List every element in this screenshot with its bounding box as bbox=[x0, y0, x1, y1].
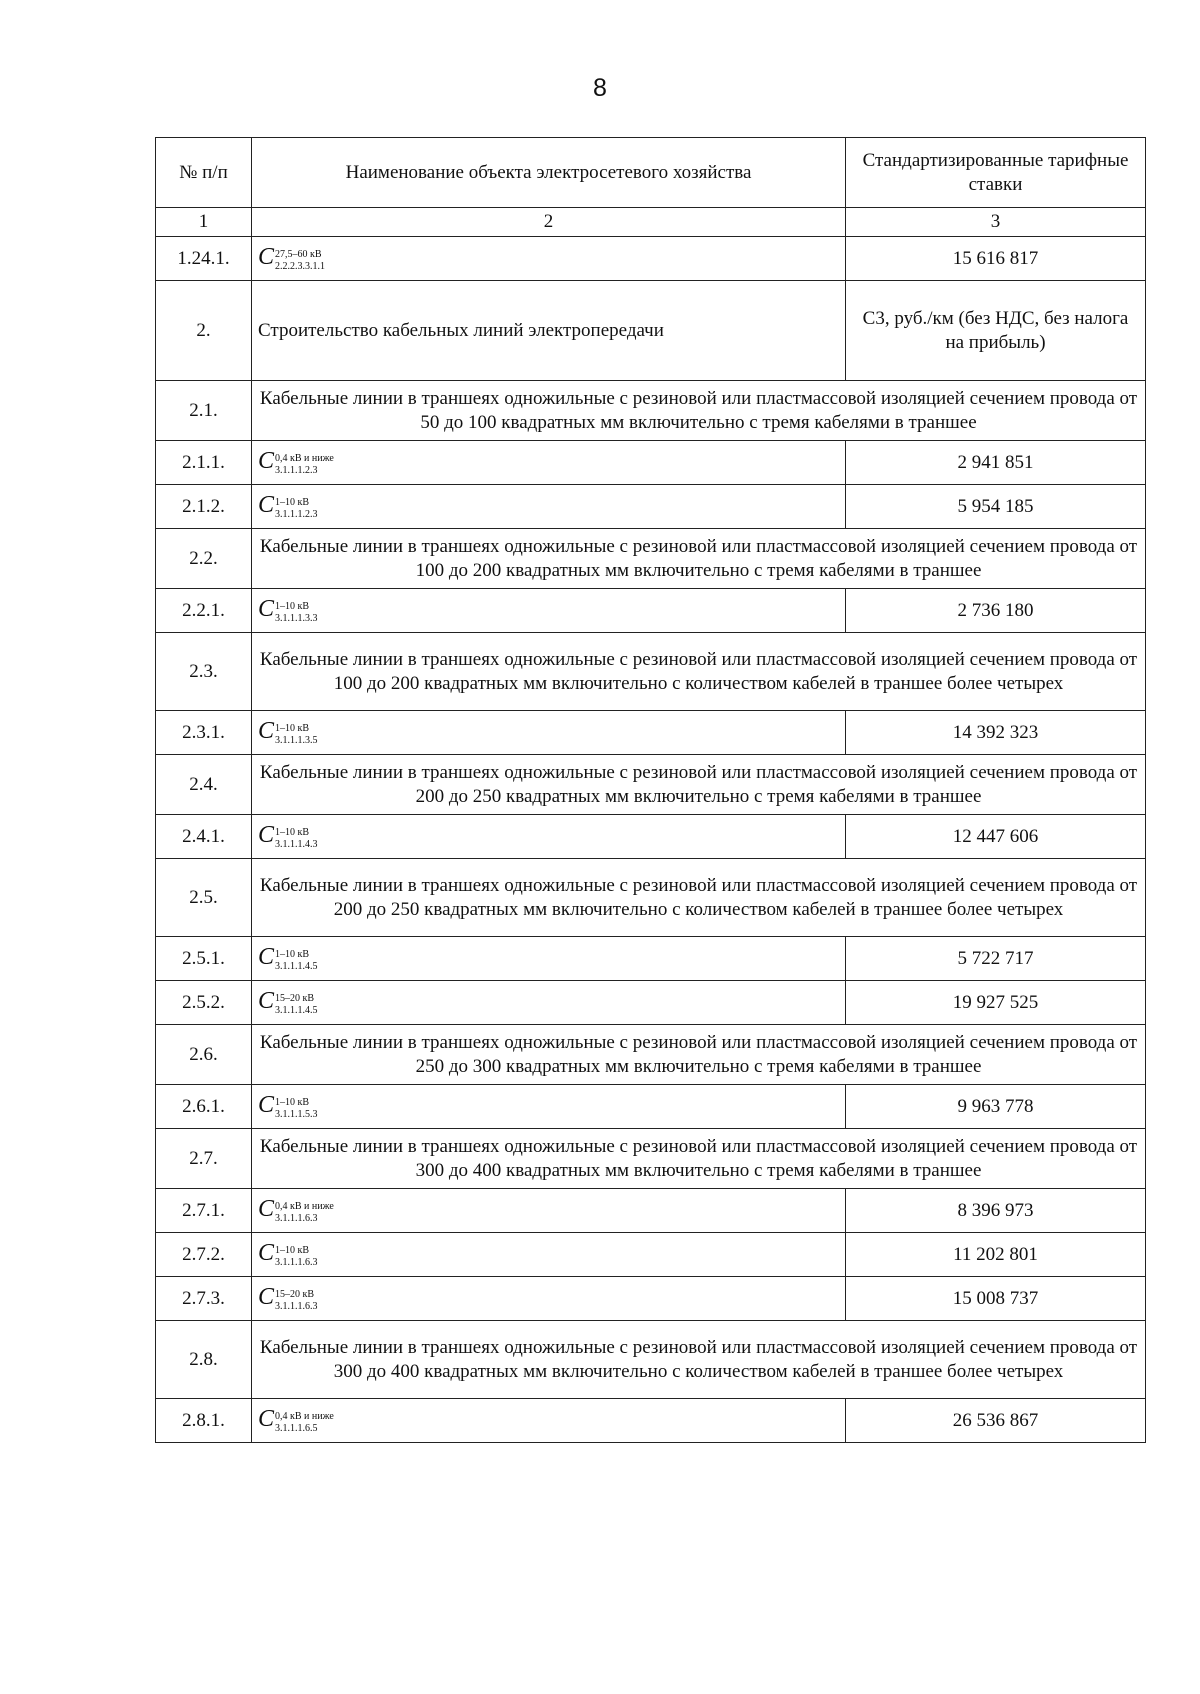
table-row bbox=[156, 755, 1146, 815]
row-number: 2.5.2. bbox=[156, 981, 252, 1025]
section-title: Кабельные линии в траншеях одножильные с резиновой или пластмассовой изоляцией сечением провода от 100 до 200 квадратных мм включительно с количеством кабелей в траншее более четырех bbox=[252, 633, 1146, 711]
section-title: Кабельные линии в траншеях одножильные с резиновой или пластмассовой изоляцией сечением провода от 200 до 250 квадратных мм включительно с количеством кабелей в траншее более четырех bbox=[252, 859, 1146, 937]
row-number: 2.7.1. bbox=[156, 1189, 252, 1233]
voltage-superscript: 27,5–60 кВ bbox=[275, 248, 322, 260]
index-subscript: 3.1.1.1.6.3 bbox=[275, 1212, 318, 1224]
rate-symbol-indices bbox=[275, 249, 325, 272]
column-number-row bbox=[156, 208, 1146, 237]
table-row bbox=[156, 237, 1146, 281]
row-number: 2.7. bbox=[156, 1129, 252, 1189]
rate-symbol-indices bbox=[275, 601, 318, 624]
rate-symbol-indices bbox=[275, 1289, 318, 1312]
unit-label: С3, руб./км (без НДС, без налога на прибыль) bbox=[846, 281, 1146, 381]
table-row bbox=[156, 1321, 1146, 1399]
index-subscript: 3.1.1.1.6.5 bbox=[275, 1422, 318, 1434]
section-title: Кабельные линии в траншеях одножильные с резиновой или пластмассовой изоляцией сечением провода от 300 до 400 квадратных мм включительно с количеством кабелей в траншее более четырех bbox=[252, 1321, 1146, 1399]
rate-symbol bbox=[252, 589, 846, 633]
rate-symbol-indices bbox=[275, 949, 318, 972]
table-row bbox=[156, 859, 1146, 937]
row-number: 2.5.1. bbox=[156, 937, 252, 981]
voltage-superscript: 1–10 кВ bbox=[275, 1244, 310, 1256]
table-row bbox=[156, 381, 1146, 441]
row-number: 2.7.2. bbox=[156, 1233, 252, 1277]
rate-value: 11 202 801 bbox=[846, 1233, 1146, 1277]
table-row bbox=[156, 937, 1146, 981]
column-number: 3 bbox=[846, 208, 1146, 237]
column-number: 2 bbox=[252, 208, 846, 237]
index-subscript: 3.1.1.1.4.3 bbox=[275, 838, 318, 850]
section-title: Кабельные линии в траншеях одножильные с резиновой или пластмассовой изоляцией сечением провода от 100 до 200 квадратных мм включительно с тремя кабелями в траншее bbox=[252, 529, 1146, 589]
rate-symbol-letter: C bbox=[258, 1196, 275, 1223]
section-title: Кабельные линии в траншеях одножильные с резиновой или пластмассовой изоляцией сечением провода от 200 до 250 квадратных мм включительно с тремя кабелями в траншее bbox=[252, 755, 1146, 815]
voltage-superscript: 15–20 кВ bbox=[275, 1288, 315, 1300]
rate-symbol bbox=[252, 815, 846, 859]
rate-symbol bbox=[252, 441, 846, 485]
rate-symbol-indices bbox=[275, 723, 318, 746]
row-number: 2.3. bbox=[156, 633, 252, 711]
row-number: 2.4.1. bbox=[156, 815, 252, 859]
rate-symbol-letter: C bbox=[258, 448, 275, 475]
row-number: 2.5. bbox=[156, 859, 252, 937]
voltage-superscript: 0,4 кВ и ниже bbox=[275, 1410, 334, 1422]
index-subscript: 3.1.1.1.3.3 bbox=[275, 612, 318, 624]
section-title: Кабельные линии в траншеях одножильные с резиновой или пластмассовой изоляцией сечением провода от 300 до 400 квадратных мм включительно с тремя кабелями в траншее bbox=[252, 1129, 1146, 1189]
table-row bbox=[156, 281, 1146, 381]
index-subscript: 3.1.1.1.6.3 bbox=[275, 1300, 318, 1312]
voltage-superscript: 1–10 кВ bbox=[275, 600, 310, 612]
tariff-table bbox=[155, 137, 1146, 1443]
rate-value: 26 536 867 bbox=[846, 1399, 1146, 1443]
table-row bbox=[156, 1085, 1146, 1129]
rate-symbol-letter: C bbox=[258, 492, 275, 519]
table-row bbox=[156, 1233, 1146, 1277]
rate-symbol-indices bbox=[275, 993, 318, 1016]
rate-value: 8 396 973 bbox=[846, 1189, 1146, 1233]
table-row bbox=[156, 1129, 1146, 1189]
row-number: 2.2. bbox=[156, 529, 252, 589]
rate-symbol bbox=[252, 1189, 846, 1233]
section-title: Кабельные линии в траншеях одножильные с резиновой или пластмассовой изоляцией сечением провода от 250 до 300 квадратных мм включительно с тремя кабелями в траншее bbox=[252, 1025, 1146, 1085]
group-title: Строительство кабельных линий электропередачи bbox=[252, 281, 846, 381]
rate-value: 2 941 851 bbox=[846, 441, 1146, 485]
row-number: 2.3.1. bbox=[156, 711, 252, 755]
table-row bbox=[156, 1277, 1146, 1321]
row-number: 2.2.1. bbox=[156, 589, 252, 633]
table-row bbox=[156, 485, 1146, 529]
row-number: 2.8. bbox=[156, 1321, 252, 1399]
table-row bbox=[156, 529, 1146, 589]
index-subscript: 3.1.1.1.5.3 bbox=[275, 1108, 318, 1120]
rate-symbol-letter: C bbox=[258, 1240, 275, 1267]
page-number: 8 bbox=[593, 74, 607, 102]
table-row bbox=[156, 633, 1146, 711]
table-row bbox=[156, 711, 1146, 755]
voltage-superscript: 0,4 кВ и ниже bbox=[275, 452, 334, 464]
column-number: 1 bbox=[156, 208, 252, 237]
row-number: 2.6. bbox=[156, 1025, 252, 1085]
voltage-superscript: 1–10 кВ bbox=[275, 948, 310, 960]
voltage-superscript: 15–20 кВ bbox=[275, 992, 315, 1004]
rate-value: 19 927 525 bbox=[846, 981, 1146, 1025]
rate-symbol bbox=[252, 237, 846, 281]
rate-symbol bbox=[252, 711, 846, 755]
row-number: 2.1.1. bbox=[156, 441, 252, 485]
rate-symbol-letter: C bbox=[258, 1092, 275, 1119]
row-number: 2.8.1. bbox=[156, 1399, 252, 1443]
rate-symbol-letter: C bbox=[258, 988, 275, 1015]
header-rate: Стандартизированные тарифные ставки bbox=[846, 138, 1146, 208]
index-subscript: 3.1.1.1.3.5 bbox=[275, 734, 318, 746]
table-body bbox=[156, 237, 1146, 1443]
rate-value: 12 447 606 bbox=[846, 815, 1146, 859]
row-number: 2.4. bbox=[156, 755, 252, 815]
rate-symbol-letter: C bbox=[258, 822, 275, 849]
rate-symbol-letter: C bbox=[258, 1284, 275, 1311]
rate-symbol bbox=[252, 1085, 846, 1129]
index-subscript: 3.1.1.1.4.5 bbox=[275, 1004, 318, 1016]
header-row bbox=[156, 138, 1146, 208]
voltage-superscript: 1–10 кВ bbox=[275, 722, 310, 734]
rate-symbol-indices bbox=[275, 497, 318, 520]
row-number: 2.6.1. bbox=[156, 1085, 252, 1129]
table-row bbox=[156, 815, 1146, 859]
row-number: 2.1. bbox=[156, 381, 252, 441]
row-number: 2. bbox=[156, 281, 252, 381]
table-row bbox=[156, 981, 1146, 1025]
rate-symbol-letter: C bbox=[258, 244, 275, 271]
rate-symbol-indices bbox=[275, 1201, 334, 1224]
table-row bbox=[156, 441, 1146, 485]
section-title: Кабельные линии в траншеях одножильные с резиновой или пластмассовой изоляцией сечением провода от 50 до 100 квадратных мм включительно с тремя кабелями в траншее bbox=[252, 381, 1146, 441]
rate-symbol-letter: C bbox=[258, 718, 275, 745]
rate-symbol-letter: C bbox=[258, 596, 275, 623]
rate-symbol-indices bbox=[275, 1097, 318, 1120]
header-num: № п/п bbox=[156, 138, 252, 208]
index-subscript: 3.1.1.1.6.3 bbox=[275, 1256, 318, 1268]
row-number: 1.24.1. bbox=[156, 237, 252, 281]
index-subscript: 2.2.2.3.3.1.1 bbox=[275, 260, 326, 272]
rate-symbol bbox=[252, 1277, 846, 1321]
voltage-superscript: 1–10 кВ bbox=[275, 496, 310, 508]
voltage-superscript: 1–10 кВ bbox=[275, 1096, 310, 1108]
table-row bbox=[156, 589, 1146, 633]
rate-value: 9 963 778 bbox=[846, 1085, 1146, 1129]
rate-symbol-indices bbox=[275, 1411, 334, 1434]
rate-symbol-indices bbox=[275, 1245, 318, 1268]
row-number: 2.1.2. bbox=[156, 485, 252, 529]
rate-symbol bbox=[252, 1233, 846, 1277]
rate-symbol bbox=[252, 1399, 846, 1443]
rate-value: 15 008 737 bbox=[846, 1277, 1146, 1321]
index-subscript: 3.1.1.1.2.3 bbox=[275, 464, 318, 476]
rate-value: 14 392 323 bbox=[846, 711, 1146, 755]
rate-value: 15 616 817 bbox=[846, 237, 1146, 281]
index-subscript: 3.1.1.1.2.3 bbox=[275, 508, 318, 520]
row-number: 2.7.3. bbox=[156, 1277, 252, 1321]
header-name: Наименование объекта электросетевого хозяйства bbox=[252, 138, 846, 208]
table-row bbox=[156, 1025, 1146, 1085]
table-row bbox=[156, 1399, 1146, 1443]
rate-symbol bbox=[252, 981, 846, 1025]
rate-value: 5 722 717 bbox=[846, 937, 1146, 981]
index-subscript: 3.1.1.1.4.5 bbox=[275, 960, 318, 972]
voltage-superscript: 0,4 кВ и ниже bbox=[275, 1200, 334, 1212]
rate-symbol bbox=[252, 937, 846, 981]
rate-value: 5 954 185 bbox=[846, 485, 1146, 529]
rate-value: 2 736 180 bbox=[846, 589, 1146, 633]
table-row bbox=[156, 1189, 1146, 1233]
rate-symbol-indices bbox=[275, 827, 318, 850]
rate-symbol-indices bbox=[275, 453, 334, 476]
rate-symbol bbox=[252, 485, 846, 529]
rate-symbol-letter: C bbox=[258, 944, 275, 971]
voltage-superscript: 1–10 кВ bbox=[275, 826, 310, 838]
rate-symbol-letter: C bbox=[258, 1406, 275, 1433]
